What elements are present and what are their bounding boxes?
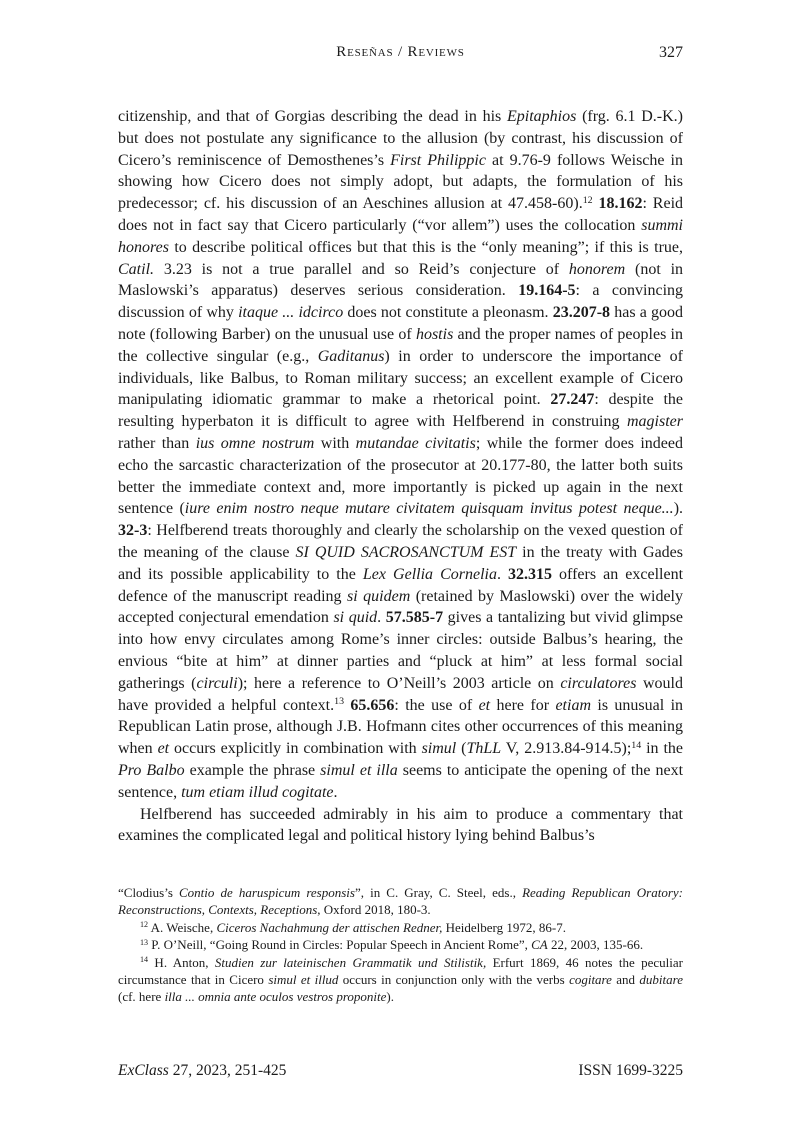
footnote-continuation: “Clodius’s Contio de haruspicum responsis”, in C. Gray, C. Steel, eds., Reading Republican Oratory: Reconstructions, Contexts, Receptions, Oxford 2018, 180-3.	[118, 885, 683, 918]
body-paragraph: Helfberend has succeeded admirably in his aim to produce a commentary that examines the complicated legal and political history lying behind Balbus’s	[118, 805, 683, 845]
review-body	[118, 106, 683, 847]
footnote-13: $^{13}$ P. O’Neill, “Going Round in Circles: Popular Speech in Ancient Rome”, CA 22, 2003, 135-66.	[140, 937, 644, 953]
footnotes-block	[118, 884, 683, 1006]
journal-citation: ExClass 27, 2023, 251-425	[118, 1062, 287, 1079]
footnote-12: $^{12}$ A. Weische, Ciceros Nachahmung der attischen Redner, Heidelberg 1972, 86-7.	[140, 919, 566, 935]
page-header	[118, 44, 683, 66]
footnote-14: $^{14}$ H. Anton, Studien zur lateinischen Grammatik und Stilistik, Erfurt 1869, 46 notes the peculiar circumstance that in Cicero simul et illud occurs in conjunction only with the verbs cogitare and dubitare (cf. here illa ... omnia ante oculos vestros proponite).	[118, 954, 683, 1005]
issn-number: ISSN 1699-3225	[578, 1062, 683, 1079]
section-title: Reseñas / Reviews	[336, 44, 465, 60]
body-paragraph: citizenship, and that of Gorgias describing the dead in his Epitaphios (frg. 6.1 D.-K.) but does not postulate any significance to the allusion (by contrast, his discussion of Cicero’s reminiscence of Demosthenes’s First Philippic at 9.76-9 follows Weische in showing how Cicero does not simply adopt, but adapts, the formulation of his predecessor; cf. his discussion of an Aeschines allusion at 47.458-60).$^{12}$ 18.162: Reid does not in fact say that Cicero particularly (“vor allem”) uses the collocation summi honores to describe political offices but that this is the “only meaning”; if this is true, Catil. 3.23 is not a true parallel and so Reid’s conjecture of honorem (not in Maslowski’s apparatus) deserves serious consideration. 19.164-5: a convincing discussion of why itaque ... idcirco does not constitute a pleonasm. 23.207-8 has a good note (following Barber) on the unusual use of hostis and the proper names of peoples in the collective singular (e.g., Gaditanus) in order to underscore the importance of individuals, like Balbus, to Roman military success; an excellent example of Cicero manipulating idiomatic grammar to make a rhetorical point. 27.247: despite the resulting hyperbaton it is difficult to agree with Helfberend in construing magister rather than ius omne nostrum with mutandae civitatis; while the former does indeed echo the sarcastic characterization of the prosecutor at 20.177-80, the latter both suits better the immediate context and, more importantly is picked up again in the next sentence (iure enim nostro neque mutare civitatem quisquam invitus potest neque...). 32-3: Helfberend treats thoroughly and clearly the scholarship on the vexed question of the meaning of the clause SI QUID SACROSANCTUM EST in the treaty with Gades and its possible applicability to the Lex Gellia Cornelia. 32.315 offers an excellent defence of the manuscript reading si quidem (retained by Maslowski) over the widely accepted conjectural emendation si quid. 57.585-7 gives a tantalizing but vivid glimpse into how envy circulates among Rome’s inner circles: outside Balbus’s hearing, the envious “bite at him” at dinner parties and “pluck at him” at less formal social gatherings (circuli); here a reference to O’Neill’s 2003 article on circulatores would have provided a helpful context.$^{13}$ 65.656: the use of et here for etiam is unusual in Republican Latin prose, although J.B. Hofmann cites other occurrences of this meaning when et occurs explicitly in combination with simul (ThLL V, 2.913.84-914.5);$^{14}$ in the Pro Balbo example the phrase simul et illa seems to anticipate the opening of the next sentence, tum etiam illud cogitate.	[118, 108, 684, 801]
page-number: 327	[659, 44, 683, 61]
